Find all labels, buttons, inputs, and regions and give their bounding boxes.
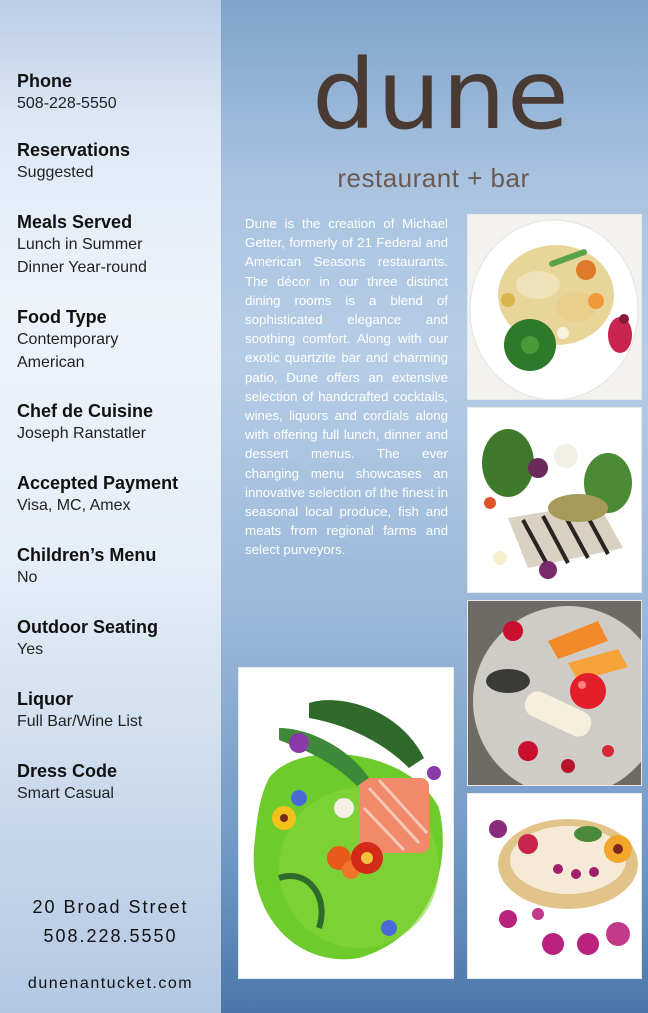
info-phone (17, 70, 117, 115)
info-label: Phone (17, 71, 73, 91)
info-label: Outdoor Seating (17, 617, 158, 637)
info-value: Contemporary (17, 331, 119, 348)
dish-photo-tart-image (468, 794, 641, 978)
dish-photo-pasta-image (468, 215, 641, 399)
info-reservations (17, 139, 130, 184)
street-address: 20 Broad Street (32, 897, 189, 917)
info-label: Dress Code (17, 761, 118, 781)
info-payment (17, 472, 178, 517)
info-meals-served (17, 211, 147, 279)
dish-photo-pasta (467, 214, 642, 400)
dish-photo-grilled-image (468, 408, 641, 592)
info-value: Joseph Ranstatler (17, 425, 146, 442)
info-label: Accepted Payment (17, 473, 179, 493)
info-chef (17, 400, 153, 445)
info-sidebar (0, 0, 221, 1013)
info-label: Chef de Cuisine (17, 401, 154, 421)
phone-display: 508.228.5550 (43, 926, 178, 946)
dish-photo-grilled (467, 407, 642, 593)
info-label: Reservations (17, 140, 131, 160)
info-value: Full Bar/Wine List (17, 713, 143, 730)
info-value: Visa, MC, Amex (17, 497, 131, 514)
info-value: No (17, 569, 38, 586)
website-link[interactable]: dunenantucket.com (27, 975, 194, 992)
info-value: Lunch in Summer (17, 236, 143, 253)
info-label: Food Type (17, 307, 107, 327)
info-value: Suggested (17, 164, 94, 181)
info-label: Children’s Menu (17, 545, 157, 565)
info-liquor (17, 688, 142, 733)
info-value: Dinner Year-round (17, 259, 147, 276)
dish-photo-salmon-image (239, 668, 453, 978)
dish-photo-tart (467, 793, 642, 979)
info-label: Liquor (17, 689, 73, 709)
brand-logo: dune (312, 39, 570, 151)
dish-photo-dessert-image (468, 601, 641, 785)
info-label: Meals Served (17, 212, 133, 232)
info-value: American (17, 354, 85, 371)
info-food-type (17, 306, 118, 374)
info-childrens-menu (17, 544, 156, 589)
info-outdoor-seating (17, 616, 158, 661)
info-value: Smart Casual (17, 785, 114, 802)
info-value: Yes (17, 641, 44, 658)
restaurant-description: Dune is the creation of Michael Getter, formerly of 21 Federal and American Seasons restaurants. The décor in our three distinct dining rooms is a blend of sophisticated elegance and soothing comfort. Along with our exotic quartzite bar and charming patio, Dune offers an extensive selection of handcrafted cocktails, wines, liquors and cordials along with offering full lunch, dinner and dessert menus. The ever changing menu showcases an innovative selection of the finest in seasonal local produce, fish and meats from regional farms and select purveyors. (245, 216, 448, 558)
brand-subtitle: restaurant + bar (337, 163, 530, 193)
info-dress-code (17, 760, 117, 805)
info-value: 508-228-5550 (17, 95, 117, 112)
dish-photo-salmon (238, 667, 454, 979)
dish-photo-dessert (467, 600, 642, 786)
